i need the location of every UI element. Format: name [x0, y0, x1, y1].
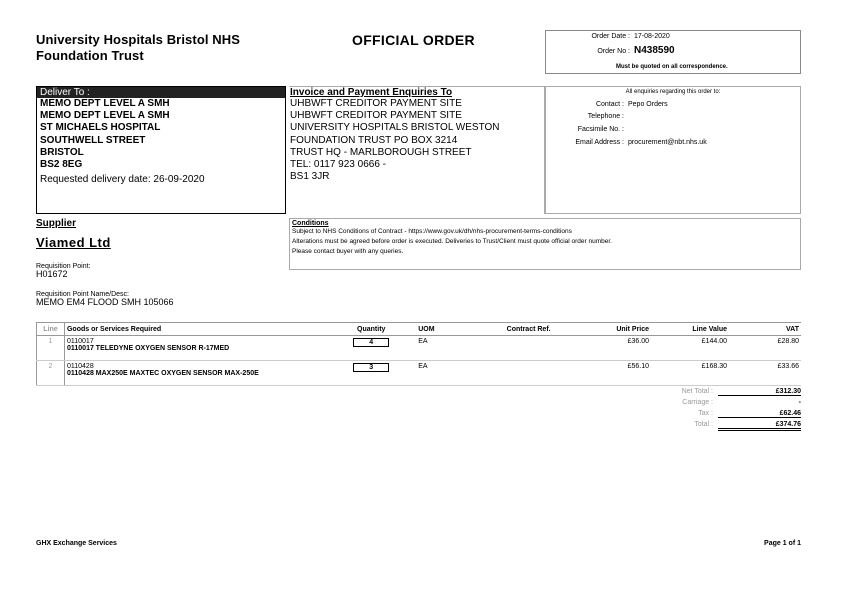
deliver-address	[37, 98, 285, 171]
footer-page-number: Page 1 of 1	[764, 540, 801, 547]
conditions-box	[289, 218, 801, 270]
col-header-vat: VAT	[729, 323, 801, 336]
row-goods	[64, 336, 326, 361]
order-items-table	[36, 322, 801, 386]
grand-total-label: Total :	[694, 421, 713, 428]
col-header-line: Line	[37, 323, 65, 336]
conditions-line: Subject to NHS Conditions of Contract - https://www.gov.uk/dh/nhs-procurement-terms-conditions	[292, 228, 572, 235]
deliver-line: MEMO DEPT LEVEL A SMH	[40, 110, 170, 122]
conditions-heading: Conditions	[292, 220, 329, 227]
col-header-quantity: Quantity	[326, 323, 416, 336]
tax-label: Tax :	[698, 410, 713, 417]
invoice-line: UHBWFT CREDITOR PAYMENT SITE	[290, 98, 462, 109]
invoice-line: TRUST HQ - MARLBOROUGH STREET	[290, 146, 472, 158]
tax-row	[640, 410, 801, 421]
row-code: 0110428	[66, 363, 94, 370]
req-point-value: H01672	[36, 269, 68, 279]
row-quantity	[326, 336, 416, 361]
totals-block	[640, 388, 801, 432]
order-no-value: N438590	[634, 45, 675, 56]
organisation-name	[36, 32, 240, 64]
row-line-value: £168.30	[651, 361, 729, 386]
invoice-box	[289, 86, 545, 214]
order-date-value: 17-08-2020	[634, 33, 670, 40]
table-row	[37, 336, 802, 361]
enquiries-box	[545, 86, 801, 214]
row-contract	[486, 361, 571, 386]
deliver-line: SOUTHWELL STREET	[40, 134, 146, 146]
row-description: 0110017 TELEDYNE OXYGEN SENSOR R-17MED	[66, 345, 230, 352]
row-line-value: £144.00	[651, 336, 729, 361]
grand-total-value: £374.76	[718, 421, 801, 431]
supplier-name: Viamed Ltd	[36, 235, 111, 250]
footer-provider: GHX Exchange Services	[36, 540, 117, 547]
order-no-label: Order No :	[597, 48, 630, 55]
supplier-heading: Supplier	[36, 218, 77, 229]
row-description: 0110428 MAX250E MAXTEC OXYGEN SENSOR MAX-250E	[66, 370, 259, 377]
deliver-to-heading: Deliver To :	[37, 87, 285, 98]
carriage-row	[640, 399, 801, 410]
document-title: OFFICIAL ORDER	[352, 32, 475, 48]
net-total-value: £312.30	[718, 388, 801, 396]
invoice-line: FOUNDATION TRUST PO BOX 3214	[290, 134, 458, 146]
order-date-label: Order Date :	[591, 33, 630, 40]
deliver-line: ST MICHAELS HOSPITAL	[40, 122, 161, 134]
enquiries-note: All enquiries regarding this order to:	[625, 89, 721, 95]
col-header-uom: UOM	[416, 323, 486, 336]
deliver-to-box	[36, 86, 286, 214]
invoice-line: TEL: 0117 923 0666 -	[290, 159, 386, 171]
invoice-line: BS1 3JR	[290, 171, 330, 183]
order-note: Must be quoted on all correspondence.	[616, 64, 728, 70]
carriage-label: Carriage :	[682, 399, 713, 406]
contact-value: Pepo Orders	[628, 101, 668, 108]
invoice-line: UHBWFT CREDITOR PAYMENT SITE	[290, 110, 462, 122]
row-quantity	[326, 361, 416, 386]
invoice-address	[289, 98, 544, 183]
row-vat: £33.66	[729, 361, 801, 386]
email-value: procurement@nbt.nhs.uk	[628, 139, 707, 146]
invoice-heading: Invoice and Payment Enquiries To	[290, 87, 453, 98]
quantity-box: 4	[353, 338, 389, 347]
deliver-line: BS2 8EG	[40, 159, 83, 171]
table-row	[37, 361, 802, 386]
org-line-1: University Hospitals Bristol NHS	[36, 32, 241, 47]
conditions-line: Alterations must be agreed before order is executed. Deliveries to Trust/Client must quote official order number.	[292, 238, 612, 245]
row-goods	[64, 361, 326, 386]
deliver-line: MEMO DEPT LEVEL A SMH	[40, 98, 170, 109]
fax-label: Facsimile No. :	[577, 126, 624, 133]
invoice-line: UNIVERSITY HOSPITALS BRISTOL WESTON	[290, 122, 500, 134]
col-header-contract: Contract Ref.	[486, 323, 571, 336]
table-header-row	[37, 323, 802, 336]
row-vat: £28.80	[729, 336, 801, 361]
net-total-label: Net Total :	[681, 388, 713, 395]
req-point-label: Requisition Point:	[36, 263, 91, 270]
row-unit-price: £56.10	[571, 361, 651, 386]
row-uom: EA	[416, 336, 486, 361]
row-contract	[486, 336, 571, 361]
grand-total-row	[640, 421, 801, 432]
col-header-unit-price: Unit Price	[571, 323, 651, 336]
req-name-label: Requisition Point Name/Desc:	[36, 291, 129, 298]
conditions-line: Please contact buyer with any queries.	[292, 248, 404, 255]
row-uom: EA	[416, 361, 486, 386]
row-code: 0110017	[66, 338, 94, 345]
col-header-goods: Goods or Services Required	[64, 323, 326, 336]
telephone-label: Telephone :	[587, 113, 624, 120]
contact-label: Contact :	[595, 101, 624, 108]
tax-value: £62.46	[718, 410, 801, 418]
row-line-no: 2	[37, 361, 65, 386]
carriage-value: -	[798, 399, 801, 406]
row-line-no: 1	[37, 336, 65, 361]
org-line-2: Foundation Trust	[36, 48, 144, 63]
requested-delivery-date: Requested delivery date: 26-09-2020	[40, 174, 205, 186]
deliver-line: BRISTOL	[40, 146, 84, 158]
email-label: Email Address :	[575, 139, 624, 146]
req-name-value: MEMO EM4 FLOOD SMH 105066	[36, 297, 174, 307]
quantity-box: 3	[353, 363, 389, 372]
col-header-line-value: Line Value	[651, 323, 729, 336]
order-info-box	[545, 30, 801, 74]
row-unit-price: £36.00	[571, 336, 651, 361]
net-total-row	[640, 388, 801, 399]
